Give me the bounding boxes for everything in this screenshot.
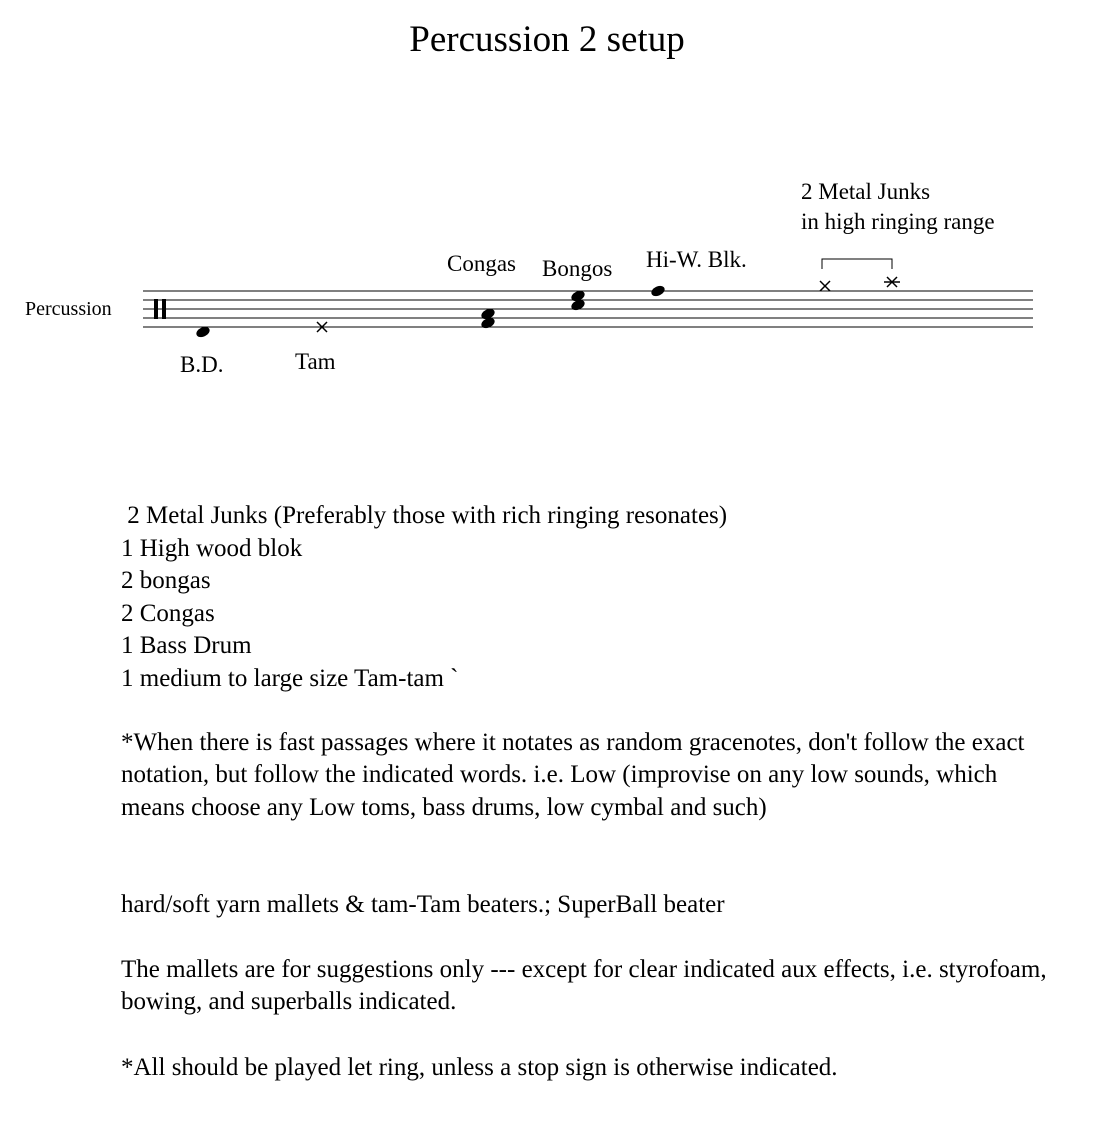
list-item: 2 bongas <box>121 567 211 595</box>
wood-block-note <box>650 284 667 298</box>
metal-junks-label-line2: in high ringing range <box>801 209 995 234</box>
metal-junk-note-1 <box>820 281 830 291</box>
gracenotes-note: *When there is fast passages where it notates as random gracenotes, don't follow the exact notation, but follow the indicated words. i.e. Low (improvise on any low sounds, which means choose any Low toms, bass drums, low cymbal and such) <box>121 729 1025 821</box>
bass-drum-label: B.D. <box>180 352 224 377</box>
staff-lines <box>143 291 1033 327</box>
list-item: 1 medium to large size Tam-tam ` <box>121 664 459 692</box>
bongos-label: Bongos <box>542 256 613 281</box>
list-item: 1 High wood blok <box>121 534 303 562</box>
page-title: Percussion 2 setup <box>409 19 685 60</box>
let-ring-note: *All should be played let ring, unless a stop sign is otherwise indicated. <box>121 1054 838 1081</box>
metal-junks-bracket <box>822 259 892 269</box>
metal-junk-note-2 <box>884 277 900 287</box>
congas-label: Congas <box>447 251 516 276</box>
list-item: 1 Bass Drum <box>121 632 252 660</box>
instrument-list <box>121 500 1061 696</box>
mallets-note: hard/soft yarn mallets & tam-Tam beaters.; SuperBall beater <box>121 891 725 918</box>
tam-label: Tam <box>295 349 336 374</box>
suggestions-note: The mallets are for suggestions only --- except for clear indicated aux effects, i.e. styrofoam, bowing, and superballs indicated. <box>121 956 1047 1016</box>
list-item: 2 Congas <box>121 599 215 627</box>
instrument-name: Percussion <box>25 298 112 320</box>
metal-junks-label-line1: 2 Metal Junks <box>801 179 931 204</box>
list-item: 2 Metal Junks (Preferably those with rich ringing resonates) <box>121 502 728 529</box>
hi-wood-block-label: Hi-W. Blk. <box>646 247 747 272</box>
